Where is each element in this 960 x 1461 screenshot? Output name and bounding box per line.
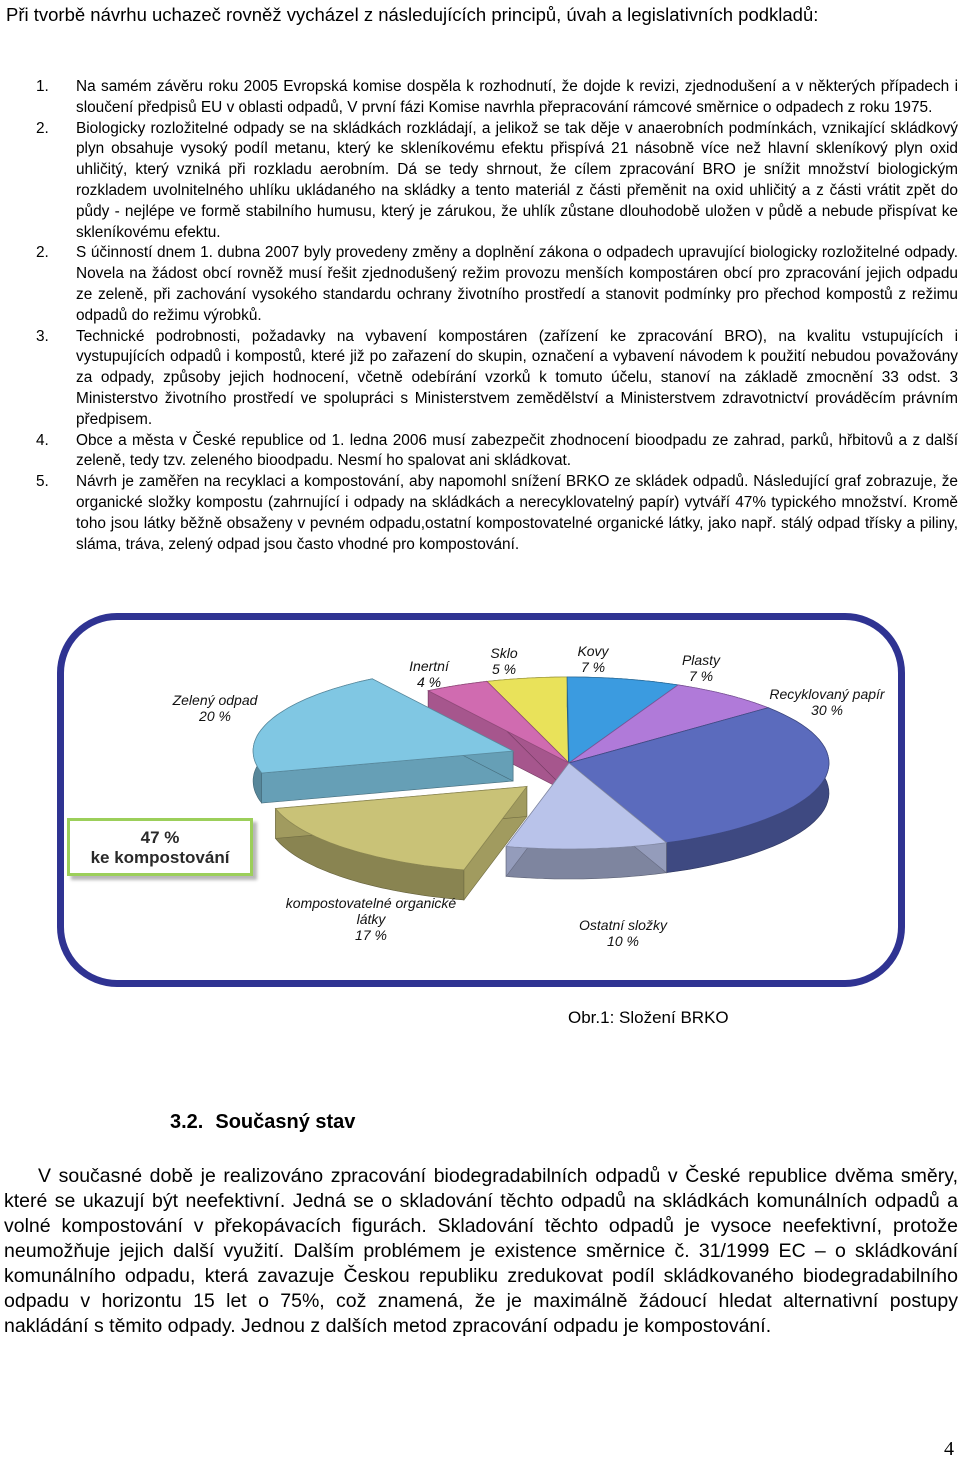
list-item-number: 1. [36, 78, 49, 95]
list-item-text: Obce a města v České republice od 1. ledna 2006 musí zabezpečit zhodnocení bioodpadu ze zahrad, parků, hřbitovů a z další zeleně, tedy tzv. zeleného bioodpadu. Nesmí ho spalovat ani skládkovat. [76, 431, 958, 470]
slice-label-plasty: Plasty 7 % [681, 652, 721, 684]
slice-label-zeleny-odpad: Zelený odpad 20 % [172, 692, 258, 724]
list-item [6, 119, 958, 244]
list-item-text: Návrh je zaměřen na recyklaci a kompostování, aby napomohl snížení BRKO ze skládek odpadů. Následující graf zobrazuje, že organické složky kompostu (zahrnující i odpady na skládkách a nerecyklovatelný papír) vytváří 47% typického množství. Kromě toho jsou látky běžně obsaženy v pevném odpadu,ostatní kompostovatelné organické látky, jako např. stálý odpad třísky a piliny, sláma, tráva, zelený odpad jsou často vhodné pro kompostování. [76, 473, 958, 553]
section-number: 3.2. [170, 1111, 204, 1133]
page-number: 4 [944, 1438, 954, 1460]
callout-label: ke kompostování [90, 848, 230, 867]
slice-label-kompostovatelne: kompostovatelné organické látky 17 % [285, 895, 457, 943]
body-paragraph: V současné době je realizováno zpracování biodegradabilních odpadů v České republice dvěma směry, které se ukazují být neefektivní. Jedná se o skladování těchto odpadů na skládkách komunálních odpadů a volné kompostování v překopávacích figurách. Skladování těchto odpadů je vysoce neefektivní, protože neumožňuje jejich další využití. Dalším problémem je existence směrnice č. 31/1999 EC – o skládkování komunálního odpadu, která zavazuje Českou republiku zredukovat podíl skládkovaného biodegradabilního odpadu v horizontu 15 let o 75%, což znamená, že je maximálně žádoucí hledat alternativní postupy nakládání s těmito odpady. Jednou z dalších metod zpracování odpadu je kompostování. [4, 1165, 958, 1337]
list-item [6, 243, 958, 326]
list-item-text: Biologicky rozložitelné odpady se na skládkách rozkládají, a jelikož se tak děje v anaerobních podmínkách, vznikající skládkový plyn obsahuje vysoký podíl metanu, který ke skleníkovému efektu přispívá 21 násobně více než hlavní skleníkový plyn oxid uhličitý, který vzniká při rozkladu aerobním. Dá se tedy shrnout, že cílem zpracování BRO je snížit množství biologickým rozkladem uvolnitelného uhlíku ukládaného na skládky a tento materiál z části přeměnit na oxid uhličitý a z části vrátit zpět do půdy - nejlépe ve formě stabilního humusu, který je zárukou, že uhlík zůstane dlouhodobě uložen v půdě a nebude přispívat ke skleníkovému efektu. [76, 119, 958, 241]
figure-caption: Obr.1: Složení BRKO [568, 1008, 729, 1027]
section-title: Současný stav [215, 1111, 356, 1133]
compost-callout [67, 818, 253, 876]
list-item-number: 2. [36, 244, 49, 262]
list-item-text: S účinností dnem 1. dubna 2007 byly provedeny změny a doplnění zákona o odpadech upravující biologicky rozložitelné odpady. Novela na žádost obcí rovněž musí řešit zjednodušený režim provozu menších kompostáren obcí pro zpracování jejich odpadu ze zeleně, při zachování vysokého standardu ochrany životního prostředí a stanovit podmínky pro přechod kompostů z režimu odpadů do režimu výrobků. [76, 244, 958, 324]
list-item-number: 2. [36, 119, 49, 137]
slice-label-recyklovany-papir: Recyklovaný papír 30 % [769, 686, 885, 718]
list-item-text: Technické podrobnosti, požadavky na vybavení kompostáren (zařízení ke zpracování BRO), na kvalitu vstupujících i vystupujících odpadů i kompostů, které již po zařazení do skupin, označení a vybavení návodem k použití nebudou považovány za odpady, způsoby jejich hodnocení, včetně odebírání vzorků k tomuto účelu, stanoví na základě zmocnění 33 odst. 3 Ministerstvo životního prostředí ve spolupráci s Ministerstvem zemědělství a Ministerstvem zdravotnictví prováděcím právním předpisem. [76, 327, 958, 428]
principles-list [6, 77, 958, 555]
slice-label-ostatni-slozky: Ostatní složky 10 % [579, 917, 667, 949]
list-item-number: 3. [36, 327, 49, 345]
slice-label-kovy: Kovy 7 % [577, 643, 609, 675]
slice-label-sklo: Sklo 5 % [490, 645, 518, 677]
callout-value: 47 % [140, 828, 180, 847]
list-item [6, 77, 958, 119]
pie-slice-kompostovatelne-organicke-latky [275, 786, 526, 899]
list-item-number: 4. [36, 431, 49, 449]
slice-label-inertni: Inertní 4 % [409, 658, 449, 690]
list-item-text: Na samém závěru roku 2005 Evropská komise dospěla k rozhodnutí, že dojde k revizi, zjednodušení a v některých případech i sloučení předpisů EU v oblasti odpadů, V první fázi Komise navrhla přepracování rámcové směrnice o odpadech z roku 1975. [76, 78, 958, 116]
section-heading [170, 1111, 355, 1134]
list-item-number: 5. [36, 473, 49, 491]
list-item [6, 472, 958, 555]
intro-paragraph: Při tvorbě návrhu uchazeč rovněž vycházel z následujících principů, úvah a legislativních podkladů: [6, 4, 819, 25]
list-item [6, 327, 958, 431]
list-item [6, 431, 958, 473]
